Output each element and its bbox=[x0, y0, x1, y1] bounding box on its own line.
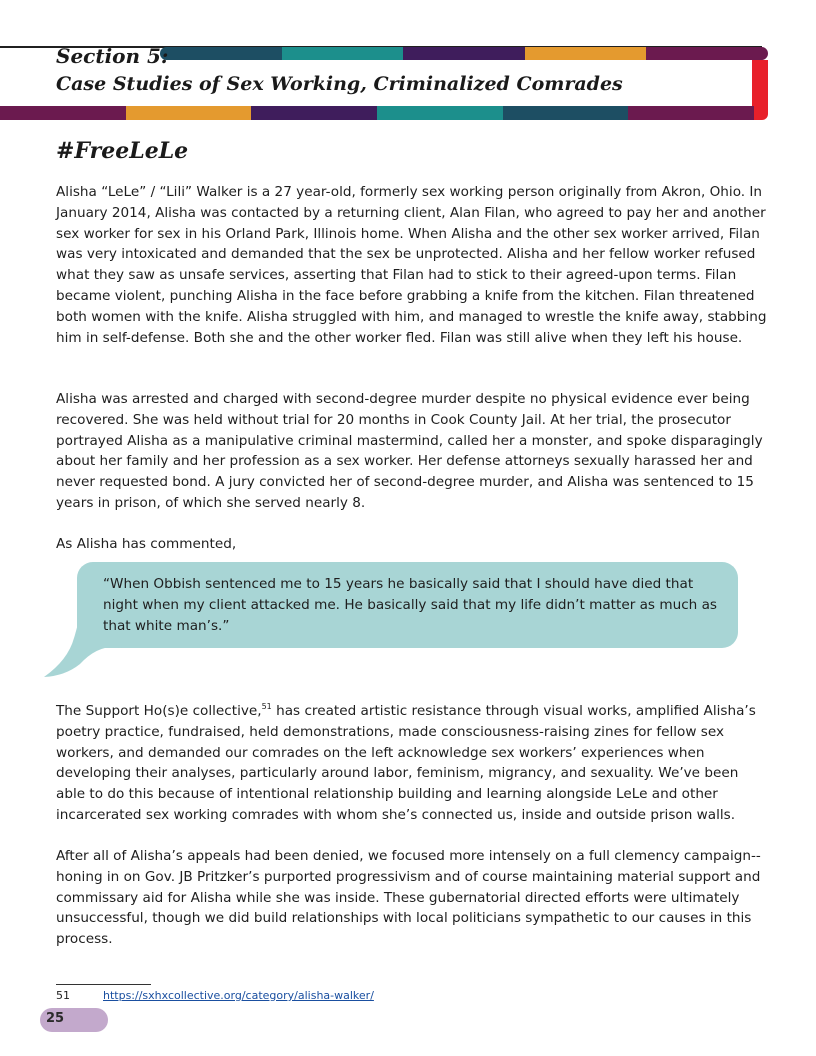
quote-text: “When Obbish sentenced me to 15 years he basically said that I should have died that night when my client attacked me. He basically said that my life didn’t matter as much as that white man’s.” bbox=[103, 576, 718, 634]
stripe-segment bbox=[503, 106, 629, 120]
paragraph-4 bbox=[56, 701, 768, 826]
stripe-segment bbox=[126, 106, 252, 120]
stripe-segment bbox=[628, 106, 754, 120]
footnote bbox=[56, 989, 374, 1002]
article-heading: #FreeLeLe bbox=[56, 138, 189, 164]
stripe-segment bbox=[377, 106, 503, 120]
footnote-link[interactable]: https://sxhxcollective.org/category/alisha-walker/ bbox=[103, 989, 374, 1002]
section-label: Section 5: bbox=[56, 44, 169, 68]
stripe-segment bbox=[0, 106, 126, 120]
paragraph-4-body: has created artistic resistance through visual works, amplified Alisha’s poetry practice, fundraised, held demonstrations, made consciousness-raising zines for fellow sex workers, and demanded our comrades on the left acknowledge sex workers’ experiences when developing their analyses, particularly around labor, feminism, migrancy, and sexuality. We’ve been able to do this because of intentional relationship building and learning alongside LeLe and other incarcerated sex working comrades with whom she’s connected us, inside and outside prison walls. bbox=[56, 703, 756, 823]
stripe-segment bbox=[525, 47, 647, 60]
stripe-segment bbox=[282, 47, 404, 60]
paragraph-2: Alisha was arrested and charged with second-degree murder despite no physical evidence ever being recovered. She was held without trial for 20 months in Cook County Jail. At her trial, the prosecutor portrayed Alisha as a manipulative criminal mastermind, called her a monster, and spoke disparagingly about her family and her profession as a sex worker. Her defense attorneys sexually harassed her and never requested bond. A jury convicted her of second-degree murder, and Alisha was sentenced to 15 years in prison, of which she served nearly 8. bbox=[56, 391, 763, 511]
header-top-stripe bbox=[160, 47, 768, 60]
header-bottom-stripe bbox=[0, 106, 754, 120]
footnote-divider bbox=[56, 984, 151, 985]
footnote-ref[interactable]: 51 bbox=[261, 702, 272, 711]
paragraph-4-lead: The Support Ho(s)e collective, bbox=[56, 703, 262, 719]
stripe-segment bbox=[646, 47, 768, 60]
paragraph-5: After all of Alisha’s appeals had been denied, we focused more intensely on a full clemency campaign--honing in on Gov. JB Pritzker’s purported progressivism and of course maintaining material support and commissary aid for Alisha while she was inside. These gubernatorial directed efforts were ultimately unsuccessful, though we did build relationships with local politicians sympathetic to our causes in this process. bbox=[56, 848, 761, 948]
footnote-number: 51 bbox=[56, 989, 70, 1002]
paragraph-3: As Alisha has commented, bbox=[56, 536, 237, 552]
stripe-segment bbox=[251, 106, 377, 120]
quote-callout bbox=[40, 562, 740, 678]
section-title: Case Studies of Sex Working, Criminalized Comrades bbox=[56, 73, 623, 95]
section-header bbox=[0, 0, 816, 125]
stripe-segment bbox=[160, 47, 282, 60]
page-number: 25 bbox=[46, 1011, 65, 1026]
paragraph-1: Alisha “LeLe” / “Lili” Walker is a 27 year-old, formerly sex working person originally from Akron, Ohio. In January 2014, Alisha was contacted by a returning client, Alan Filan, who agreed to pay her and another sex worker for sex in his Orland Park, Illinois home. When Alisha and the other sex worker arrived, Filan was very intoxicated and demanded that the sex be unprotected. Alisha and her fellow worker refused what they saw as unsafe services, asserting that Filan had to stick to their agreed-upon terms. Filan became violent, punching Alisha in the face before grabbing a knife from the kitchen. Filan threatened both women with the knife. Alisha struggled with him, and managed to wrestle the knife away, stabbing him in self-defense. Both she and the other worker fled. Filan was still alive when they left his house. bbox=[56, 184, 767, 346]
stripe-segment bbox=[403, 47, 525, 60]
header-red-accent bbox=[752, 60, 768, 120]
